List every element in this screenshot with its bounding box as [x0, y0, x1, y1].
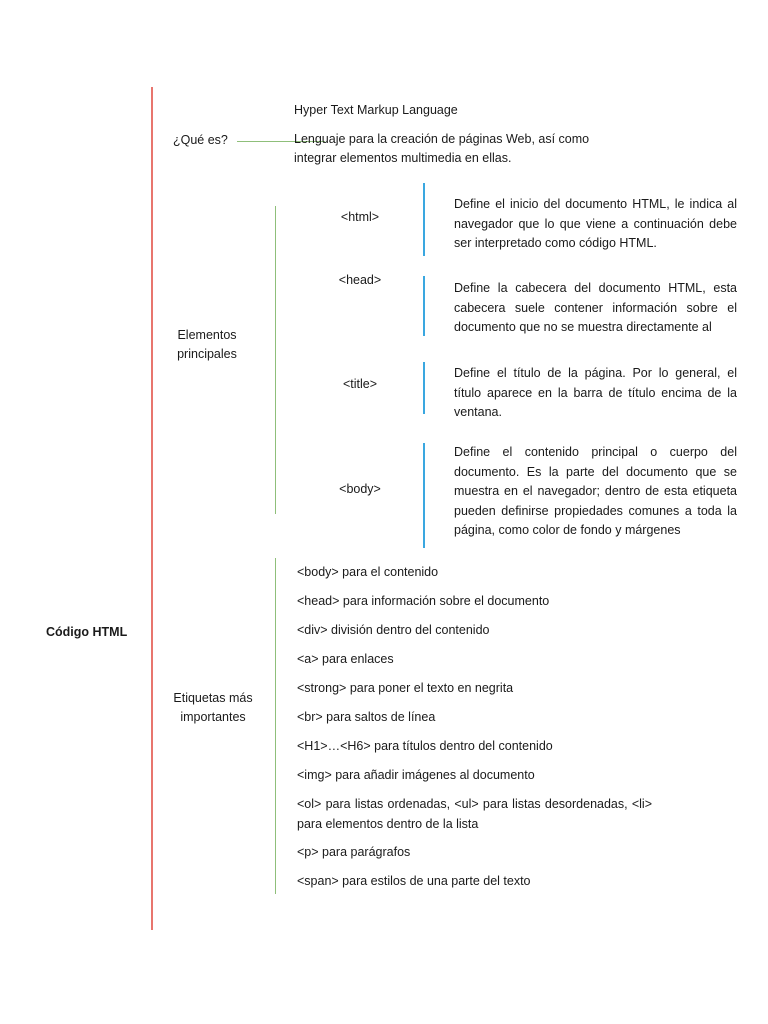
list-item: <span> para estilos de una parte del texto [297, 874, 531, 888]
tag-head: <head> [338, 273, 382, 287]
list-item: <ol> para listas ordenadas, <ul> para listas desordenadas, <li> para elementos dentro de la lista [297, 797, 652, 831]
tag-title-description: Define el título de la página. Por lo general, el título aparece en la barra de título encima de la ventana. [454, 366, 737, 419]
list-item: <br> para saltos de línea [297, 710, 436, 724]
list-item: <H1>…<H6> para títulos dentro del contenido [297, 739, 553, 753]
main-elements-label [170, 326, 244, 364]
tag-title: <title> [342, 377, 378, 391]
what-is-label: ¿Qué es? [173, 133, 228, 147]
list-item: <head> para información sobre el documento [297, 594, 550, 608]
title-detail-bracket [423, 362, 425, 414]
important-tags-label-line2: importantes [180, 710, 246, 724]
body-detail-bracket [423, 443, 425, 548]
what-is-name: Hyper Text Markup Language [294, 103, 458, 117]
main-elements-label-line1: Elementos [177, 328, 237, 342]
list-item: <body> para el contenido [297, 565, 439, 579]
important-tags-label-line1: Etiquetas más [173, 691, 253, 705]
main-elements-label-line2: principales [177, 347, 237, 361]
tag-html: <html> [340, 210, 380, 224]
important-tags-label [165, 689, 261, 727]
tag-html-description: Define el inicio del documento HTML, le indica al navegador que lo que viene a continuación debe ser interpretado como código HTML. [454, 197, 737, 250]
list-item: <div> división dentro del contenido [297, 623, 490, 637]
tag-head-description: Define la cabecera del documento HTML, esta cabecera suele contener información sobre el documento que no se muestra directamente al [454, 281, 737, 334]
main-elements-bracket [275, 206, 276, 514]
root-connector-line [151, 87, 153, 930]
important-tags-bracket [275, 558, 276, 894]
list-item: <strong> para poner el texto en negrita [297, 681, 514, 695]
head-detail-bracket [423, 276, 425, 336]
root-label: Código HTML [46, 625, 128, 639]
html-detail-bracket [423, 183, 425, 256]
what-is-description: Lenguaje para la creación de páginas Web, así como integrar elementos multimedia en ellas. [294, 132, 590, 165]
list-item: <img> para añadir imágenes al documento [297, 768, 535, 782]
list-item: <p> para parágrafos [297, 845, 411, 859]
list-item: <a> para enlaces [297, 652, 394, 666]
tag-body: <body> [339, 482, 381, 496]
tag-body-description: Define el contenido principal o cuerpo del documento. Es la parte del documento que se muestra en el navegador; dentro de esta etiqueta pueden definirse propiedades comunes a toda la página, como color de fondo y márgenes [454, 445, 737, 537]
